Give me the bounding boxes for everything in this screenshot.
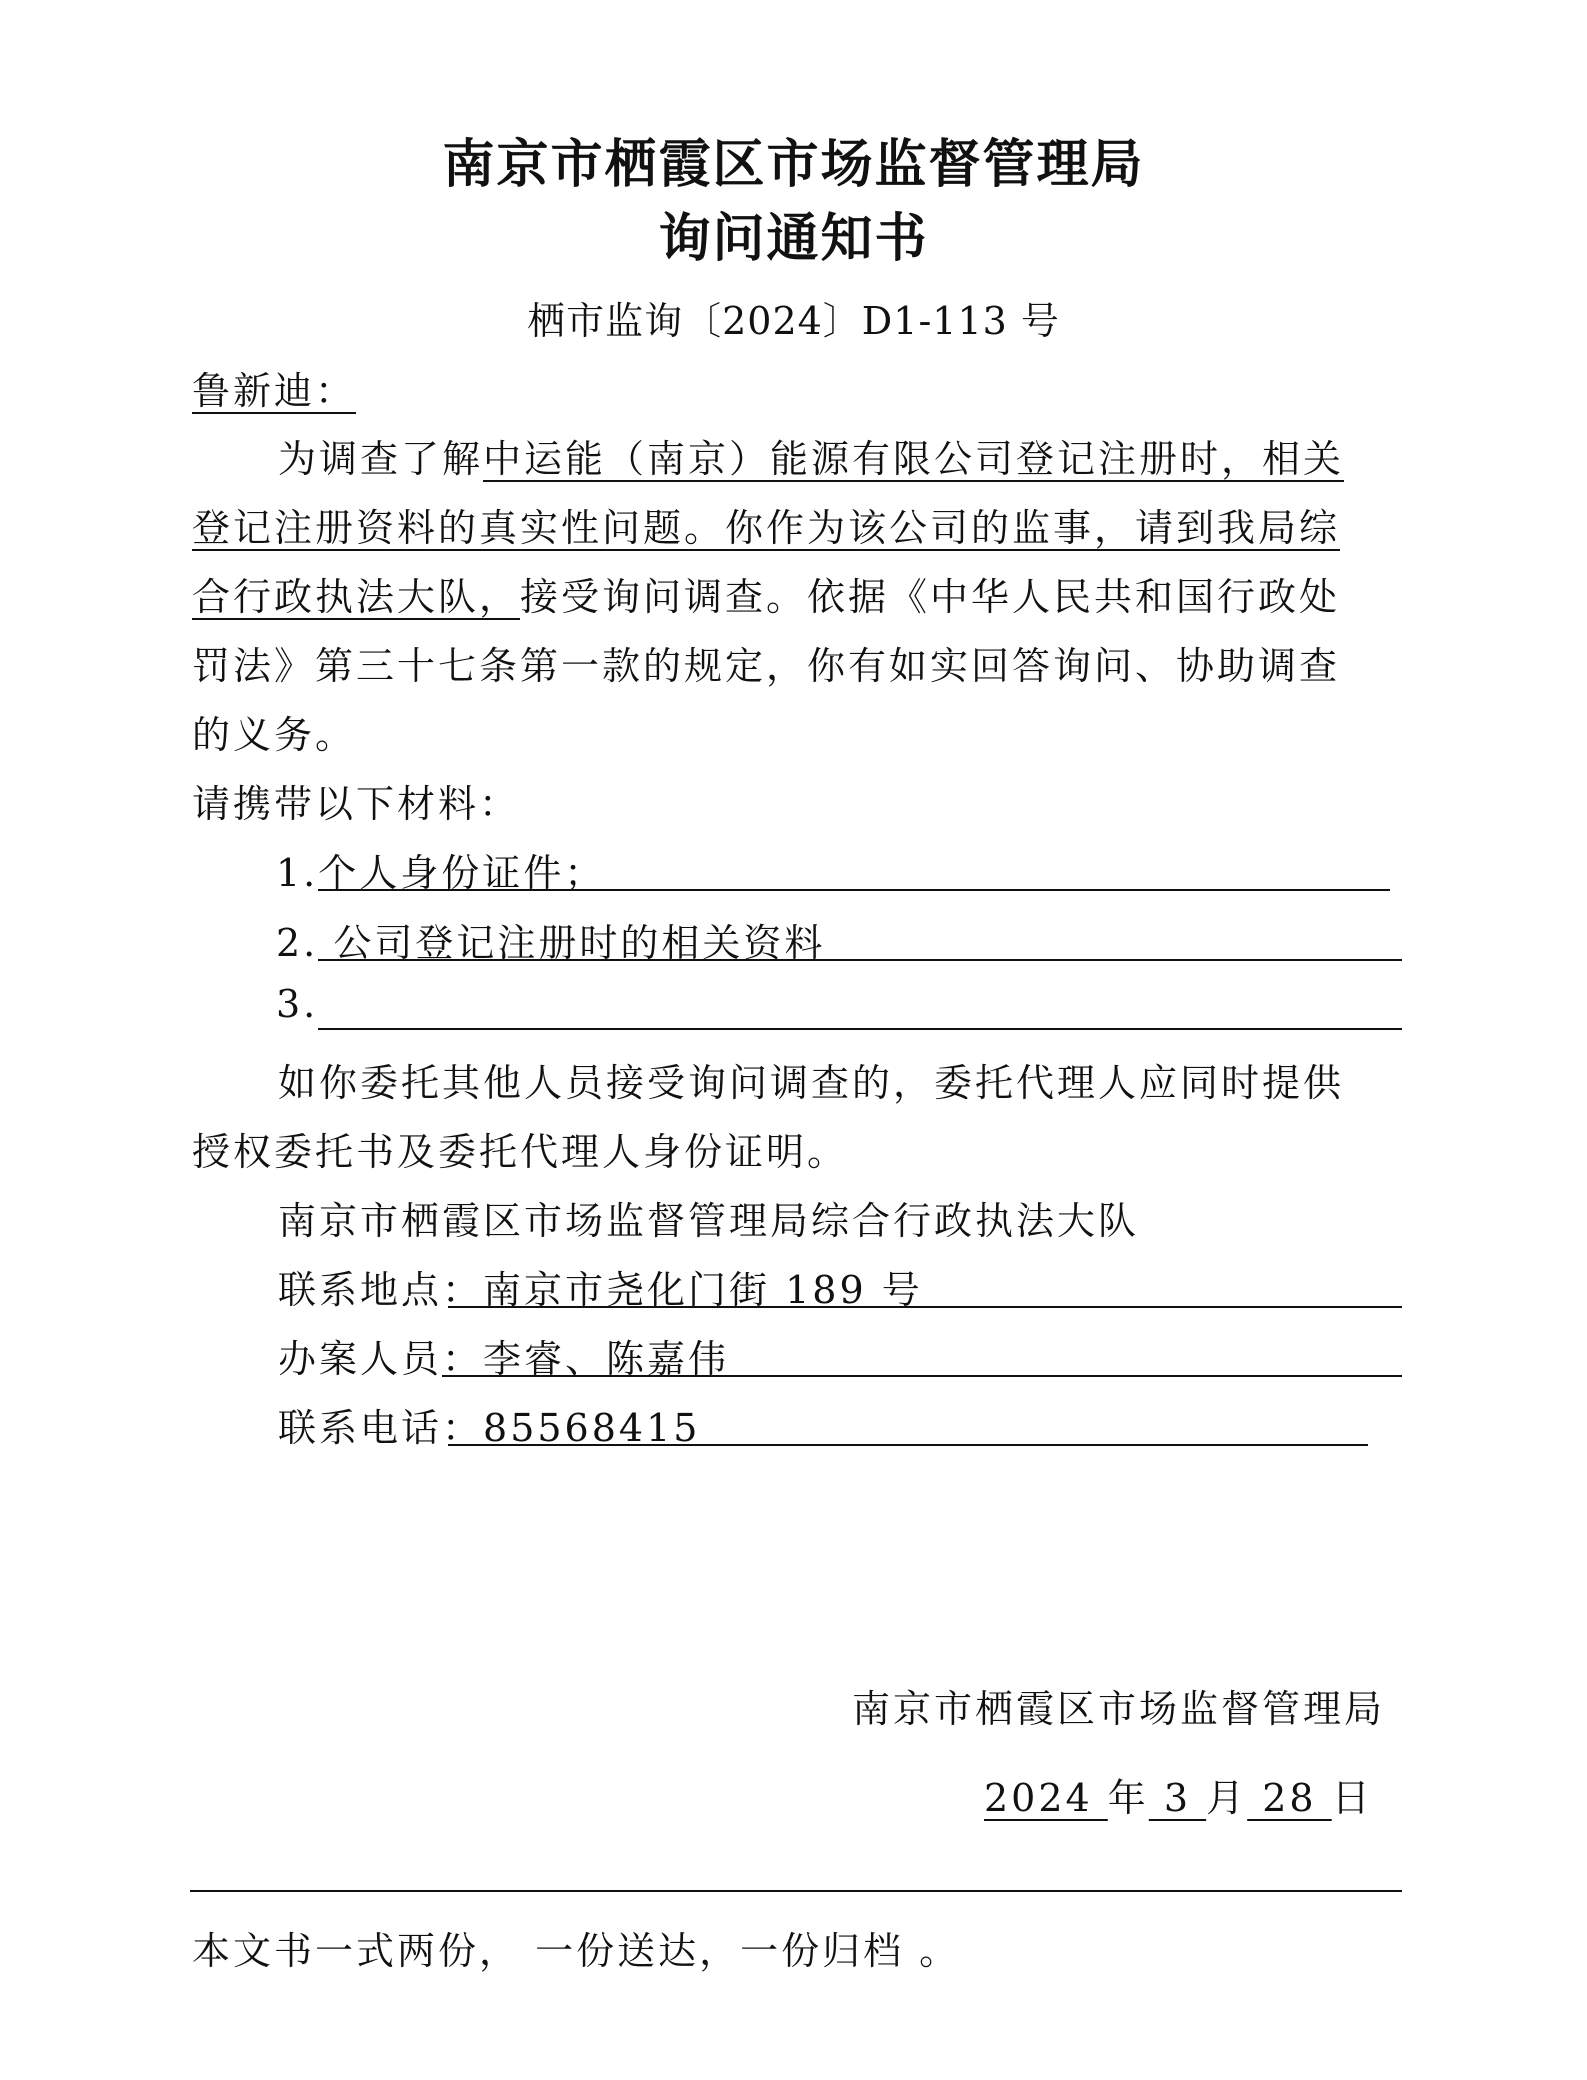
paragraph-2-line-2: 授权委托书及委托代理人身份证明。 [192, 1130, 849, 1174]
paragraph-1-line-1 [278, 428, 1344, 483]
date-month: 3 [1148, 1776, 1207, 1820]
footer-divider [190, 1890, 1402, 1892]
material-item-3 [276, 982, 318, 1026]
material-item-number: 1. [276, 851, 319, 895]
material-item-number: 3. [276, 982, 319, 1026]
paragraph-1-prefix: 为调查了解 [278, 437, 484, 481]
handlers-underline [442, 1375, 1402, 1377]
handlers-value: ：李睿、陈嘉伟 [442, 1337, 730, 1381]
investigation-subject-part-1: 中运能（南京）能源有限公司登记注册时，相关 [483, 437, 1345, 481]
document-subtitle: 询问通知书 [658, 208, 929, 269]
date-day: 28 [1247, 1776, 1332, 1820]
document-number: 栖市监询〔2024〕D1-113 号 [527, 299, 1060, 343]
recipient-name: 鲁新迪： [192, 369, 357, 413]
material-item-text: 个人身份证件； [318, 851, 606, 895]
paragraph-2-line-1: 如你委托其他人员接受询问调查的，委托代理人应同时提供 [278, 1061, 1345, 1105]
paragraph-1-line-5: 的义务。 [192, 713, 357, 757]
paragraph-1-line-4: 罚法》第三十七条第一款的规定，你有如实回答询问、协助调查 [192, 644, 1341, 688]
investigation-subject-part-2: 登记注册资料的真实性问题。你作为该公司的监事，请到我局综 [192, 506, 1341, 550]
footer-note: 本文书一式两份， 一份送达，一份归档 。 [192, 1929, 961, 1973]
investigation-location: 合行政执法大队， [192, 575, 521, 619]
material-item-text: 公司登记注册时的相关资料 [318, 921, 826, 965]
address-value: ：南京市尧化门街 189 号 [442, 1268, 923, 1312]
phone-underline [448, 1444, 1368, 1446]
material-item-1-underline [318, 889, 1390, 891]
paragraph-1-line-3 [192, 566, 1340, 621]
document-title: 南京市栖霞区市场监督管理局 [442, 134, 1145, 195]
material-item-3-underline [318, 1028, 1402, 1030]
date-day-unit: 日 [1331, 1776, 1373, 1820]
material-item-2-underline [318, 959, 1402, 961]
phone-value: ：85568415 [442, 1406, 701, 1450]
materials-heading: 请携带以下材料： [192, 782, 521, 826]
date-year: 2024 [984, 1776, 1108, 1820]
date-year-unit: 年 [1107, 1776, 1149, 1820]
enforcement-unit: 南京市栖霞区市场监督管理局综合行政执法大队 [278, 1199, 1140, 1243]
phone-label: 联系电话 [278, 1406, 443, 1450]
address-underline [448, 1306, 1402, 1308]
material-item-number: 2. [276, 921, 319, 965]
date-month-unit: 月 [1206, 1776, 1248, 1820]
handlers-label: 办案人员 [278, 1337, 443, 1381]
paragraph-1-line-3-rest: 接受询问调查。依据《中华人民共和国行政处 [520, 575, 1341, 619]
issue-date [984, 1767, 1373, 1822]
address-label: 联系地点 [278, 1268, 443, 1312]
issuing-authority: 南京市栖霞区市场监督管理局 [852, 1687, 1386, 1731]
